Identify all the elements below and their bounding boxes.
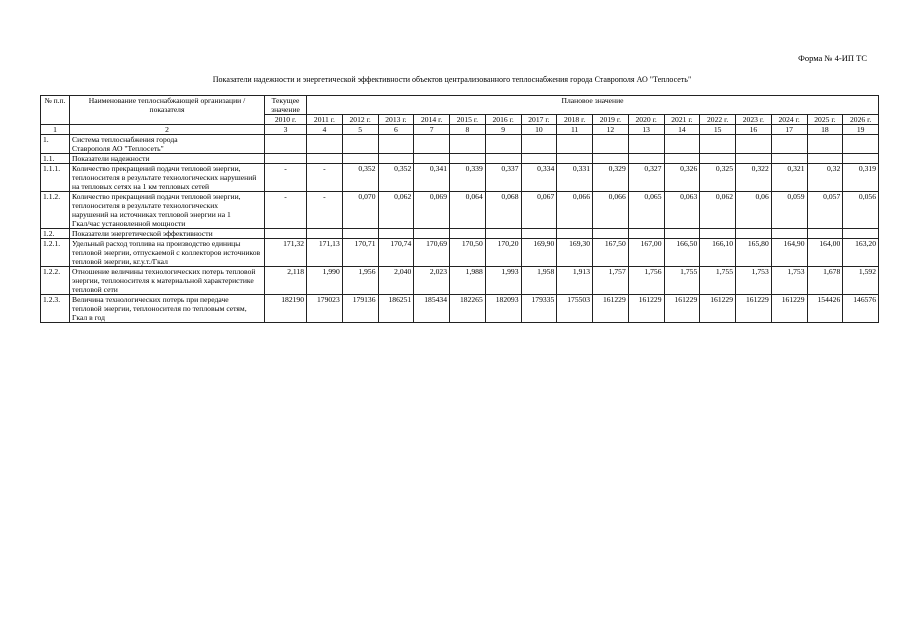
value-cell xyxy=(664,135,700,154)
value-cell: 164,00 xyxy=(807,239,843,267)
value-cell: 0,319 xyxy=(843,164,879,192)
value-cell: 0,337 xyxy=(485,164,521,192)
value-cell: 1,913 xyxy=(557,267,593,295)
column-index: 3 xyxy=(265,125,307,135)
value-cell: 0,326 xyxy=(664,164,700,192)
value-cell xyxy=(450,229,486,239)
column-index: 16 xyxy=(736,125,772,135)
value-cell xyxy=(342,154,378,164)
year-planned: 2015 г. xyxy=(450,115,486,125)
value-cell: 0,322 xyxy=(736,164,772,192)
value-cell xyxy=(342,229,378,239)
table-row xyxy=(41,135,879,154)
value-cell xyxy=(378,135,414,154)
value-cell: 170,20 xyxy=(485,239,521,267)
column-index: 17 xyxy=(771,125,807,135)
column-index: 1 xyxy=(41,125,70,135)
column-index: 11 xyxy=(557,125,593,135)
value-cell xyxy=(307,229,343,239)
row-number: 1.2.1. xyxy=(41,239,70,267)
column-index: 14 xyxy=(664,125,700,135)
column-index: 8 xyxy=(450,125,486,135)
value-cell xyxy=(414,135,450,154)
value-cell: 185434 xyxy=(414,295,450,323)
row-number: 1.2. xyxy=(41,229,70,239)
value-cell: 170,50 xyxy=(450,239,486,267)
column-index: 19 xyxy=(843,125,879,135)
value-cell xyxy=(307,154,343,164)
value-cell: 0,063 xyxy=(664,192,700,229)
value-cell: 1,757 xyxy=(593,267,629,295)
column-index: 9 xyxy=(485,125,521,135)
value-cell: 179136 xyxy=(342,295,378,323)
value-cell xyxy=(807,135,843,154)
value-cell: 1,755 xyxy=(700,267,736,295)
value-cell xyxy=(628,154,664,164)
value-cell: 161229 xyxy=(593,295,629,323)
value-cell: 1,956 xyxy=(342,267,378,295)
row-name-text: Количество прекращений подачи тепловой энергии, теплоносителя в результате технологических нарушений на тепловых сетях на 1 км тепловых сетей xyxy=(72,164,257,191)
row-name-text: Система теплоснабжения города Ставрополя АО "Теплосеть" xyxy=(72,135,178,153)
row-name-text: Отношение величины технологических потерь тепловой энергии, теплоносителя к материальной характеристике тепловой сети xyxy=(72,267,256,294)
row-name-text: Величина технологических потерь при передаче тепловой энергии, теплоносителя по тепловым сетям, Гкал в год xyxy=(72,295,247,322)
value-cell xyxy=(450,154,486,164)
year-planned: 2018 г. xyxy=(557,115,593,125)
table-row xyxy=(41,267,879,295)
year-planned: 2019 г. xyxy=(593,115,629,125)
value-cell: 182190 xyxy=(265,295,307,323)
value-cell: 175503 xyxy=(557,295,593,323)
value-cell xyxy=(843,229,879,239)
value-cell xyxy=(771,154,807,164)
row-name xyxy=(70,135,265,154)
table-row xyxy=(41,154,879,164)
value-cell: 0,352 xyxy=(342,164,378,192)
value-cell: 154426 xyxy=(807,295,843,323)
value-cell xyxy=(593,229,629,239)
value-cell xyxy=(807,229,843,239)
row-name xyxy=(70,154,265,164)
column-index: 18 xyxy=(807,125,843,135)
value-cell: 1,678 xyxy=(807,267,843,295)
value-cell: 182265 xyxy=(450,295,486,323)
header-row xyxy=(41,96,879,115)
value-cell xyxy=(700,229,736,239)
value-cell: 1,755 xyxy=(664,267,700,295)
value-cell xyxy=(557,135,593,154)
row-name-text: Показатели надежности xyxy=(72,154,150,163)
value-cell xyxy=(736,229,772,239)
value-cell: 161229 xyxy=(664,295,700,323)
row-number: 1.1.1. xyxy=(41,164,70,192)
value-cell: 1,753 xyxy=(771,267,807,295)
value-cell: 182093 xyxy=(485,295,521,323)
column-index: 2 xyxy=(70,125,265,135)
value-cell: 0,32 xyxy=(807,164,843,192)
row-number: 1. xyxy=(41,135,70,154)
value-cell: 0,325 xyxy=(700,164,736,192)
value-cell: 0,070 xyxy=(342,192,378,229)
year-planned: 2022 г. xyxy=(700,115,736,125)
column-index: 4 xyxy=(307,125,343,135)
year-planned: 2021 г. xyxy=(664,115,700,125)
value-cell: 0,062 xyxy=(378,192,414,229)
year-planned: 2016 г. xyxy=(485,115,521,125)
table-body xyxy=(41,135,879,323)
value-cell xyxy=(265,135,307,154)
row-name xyxy=(70,192,265,229)
value-cell xyxy=(664,229,700,239)
value-cell: 0,059 xyxy=(771,192,807,229)
value-cell: 0,331 xyxy=(557,164,593,192)
value-cell: 2,023 xyxy=(414,267,450,295)
value-cell xyxy=(628,229,664,239)
value-cell xyxy=(736,135,772,154)
value-cell xyxy=(771,135,807,154)
value-cell: 0,066 xyxy=(593,192,629,229)
year-planned: 2024 г. xyxy=(771,115,807,125)
value-cell: 167,50 xyxy=(593,239,629,267)
value-cell xyxy=(521,135,557,154)
value-cell: 0,339 xyxy=(450,164,486,192)
year-planned: 2020 г. xyxy=(628,115,664,125)
column-index: 7 xyxy=(414,125,450,135)
value-cell xyxy=(265,154,307,164)
value-cell: 171,13 xyxy=(307,239,343,267)
value-cell: 1,958 xyxy=(521,267,557,295)
value-cell xyxy=(378,229,414,239)
row-number: 1.1.2. xyxy=(41,192,70,229)
value-cell: 179335 xyxy=(521,295,557,323)
value-cell: 161229 xyxy=(771,295,807,323)
value-cell xyxy=(265,229,307,239)
header-current: Текущее значение xyxy=(265,96,307,115)
year-planned: 2011 г. xyxy=(307,115,343,125)
column-index: 12 xyxy=(593,125,629,135)
value-cell xyxy=(593,154,629,164)
value-cell xyxy=(450,135,486,154)
year-current: 2010 г. xyxy=(265,115,307,125)
value-cell: 0,341 xyxy=(414,164,450,192)
year-planned: 2012 г. xyxy=(342,115,378,125)
year-planned: 2023 г. xyxy=(736,115,772,125)
value-cell: 169,90 xyxy=(521,239,557,267)
header-name: Наименование теплоснабжающей организации / показателя xyxy=(70,96,265,125)
value-cell: 0,329 xyxy=(593,164,629,192)
value-cell: 170,74 xyxy=(378,239,414,267)
value-cell: 169,30 xyxy=(557,239,593,267)
indicators-table xyxy=(40,95,879,323)
header-planned: Плановое значение xyxy=(307,96,879,115)
value-cell: 166,10 xyxy=(700,239,736,267)
form-label: Форма № 4-ИП ТС xyxy=(798,53,867,63)
value-cell: 146576 xyxy=(843,295,879,323)
value-cell: 0,069 xyxy=(414,192,450,229)
value-cell: 0,068 xyxy=(485,192,521,229)
value-cell xyxy=(485,229,521,239)
value-cell: 1,990 xyxy=(307,267,343,295)
value-cell: - xyxy=(265,164,307,192)
value-cell xyxy=(771,229,807,239)
value-cell: 170,69 xyxy=(414,239,450,267)
value-cell xyxy=(342,135,378,154)
value-cell xyxy=(843,154,879,164)
column-index: 6 xyxy=(378,125,414,135)
value-cell: - xyxy=(307,164,343,192)
value-cell: 0,06 xyxy=(736,192,772,229)
value-cell xyxy=(378,154,414,164)
year-planned: 2014 г. xyxy=(414,115,450,125)
year-planned: 2013 г. xyxy=(378,115,414,125)
value-cell: 0,056 xyxy=(843,192,879,229)
value-cell xyxy=(485,135,521,154)
value-cell: 161229 xyxy=(628,295,664,323)
row-name xyxy=(70,164,265,192)
value-cell: 2,118 xyxy=(265,267,307,295)
row-name xyxy=(70,267,265,295)
value-cell xyxy=(521,154,557,164)
row-number: 1.1. xyxy=(41,154,70,164)
document-title: Показатели надежности и энергетической эффективности объектов централизованного теплоснабжения города Ставрополя АО "Теплосеть" xyxy=(212,75,692,84)
column-index: 10 xyxy=(521,125,557,135)
value-cell: 0,067 xyxy=(521,192,557,229)
value-cell xyxy=(700,135,736,154)
column-index: 15 xyxy=(700,125,736,135)
value-cell xyxy=(557,154,593,164)
value-cell: 161229 xyxy=(736,295,772,323)
value-cell: 166,50 xyxy=(664,239,700,267)
value-cell: 0,065 xyxy=(628,192,664,229)
value-cell xyxy=(414,154,450,164)
value-cell: 186251 xyxy=(378,295,414,323)
value-cell: 0,327 xyxy=(628,164,664,192)
value-cell: 167,00 xyxy=(628,239,664,267)
value-cell xyxy=(414,229,450,239)
value-cell xyxy=(593,135,629,154)
value-cell xyxy=(307,135,343,154)
value-cell xyxy=(628,135,664,154)
row-name xyxy=(70,229,265,239)
value-cell xyxy=(700,154,736,164)
row-number: 1.2.2. xyxy=(41,267,70,295)
column-index: 13 xyxy=(628,125,664,135)
year-planned: 2026 г. xyxy=(843,115,879,125)
value-cell: 163,20 xyxy=(843,239,879,267)
value-cell: 171,32 xyxy=(265,239,307,267)
value-cell: 0,352 xyxy=(378,164,414,192)
value-cell: 0,064 xyxy=(450,192,486,229)
value-cell: 1,756 xyxy=(628,267,664,295)
row-name-text: Количество прекращений подачи тепловой энергии, теплоносителя в результате технологических нарушений на источниках тепловой энергии на 1 Гкал/час установленной мощности xyxy=(72,192,241,228)
value-cell: 1,592 xyxy=(843,267,879,295)
year-planned: 2017 г. xyxy=(521,115,557,125)
value-cell: 1,753 xyxy=(736,267,772,295)
value-cell: 179023 xyxy=(307,295,343,323)
table-row xyxy=(41,164,879,192)
value-cell xyxy=(485,154,521,164)
value-cell xyxy=(557,229,593,239)
row-name-text: Удельный расход топлива на производство единицы тепловой энергии, отпускаемой с коллекторов источников тепловой энергии, кг.у.т./Гкал xyxy=(72,239,261,266)
value-cell: - xyxy=(307,192,343,229)
row-number: 1.2.3. xyxy=(41,295,70,323)
row-name xyxy=(70,295,265,323)
row-name-text: Показатели энергетической эффективности xyxy=(72,229,213,238)
value-cell: 1,988 xyxy=(450,267,486,295)
value-cell xyxy=(843,135,879,154)
value-cell xyxy=(521,229,557,239)
value-cell xyxy=(736,154,772,164)
value-cell: 164,90 xyxy=(771,239,807,267)
table-row xyxy=(41,229,879,239)
header-num: № п.п. xyxy=(41,96,70,125)
column-index-row xyxy=(41,125,879,135)
table-row xyxy=(41,295,879,323)
column-index: 5 xyxy=(342,125,378,135)
table-row xyxy=(41,239,879,267)
value-cell: 0,321 xyxy=(771,164,807,192)
value-cell xyxy=(807,154,843,164)
year-planned: 2025 г. xyxy=(807,115,843,125)
value-cell: 2,040 xyxy=(378,267,414,295)
value-cell: 0,057 xyxy=(807,192,843,229)
table-row xyxy=(41,192,879,229)
value-cell: 0,062 xyxy=(700,192,736,229)
value-cell: - xyxy=(265,192,307,229)
value-cell: 161229 xyxy=(700,295,736,323)
value-cell: 0,066 xyxy=(557,192,593,229)
value-cell: 0,334 xyxy=(521,164,557,192)
value-cell xyxy=(664,154,700,164)
value-cell: 165,80 xyxy=(736,239,772,267)
row-name xyxy=(70,239,265,267)
value-cell: 1,993 xyxy=(485,267,521,295)
value-cell: 170,71 xyxy=(342,239,378,267)
